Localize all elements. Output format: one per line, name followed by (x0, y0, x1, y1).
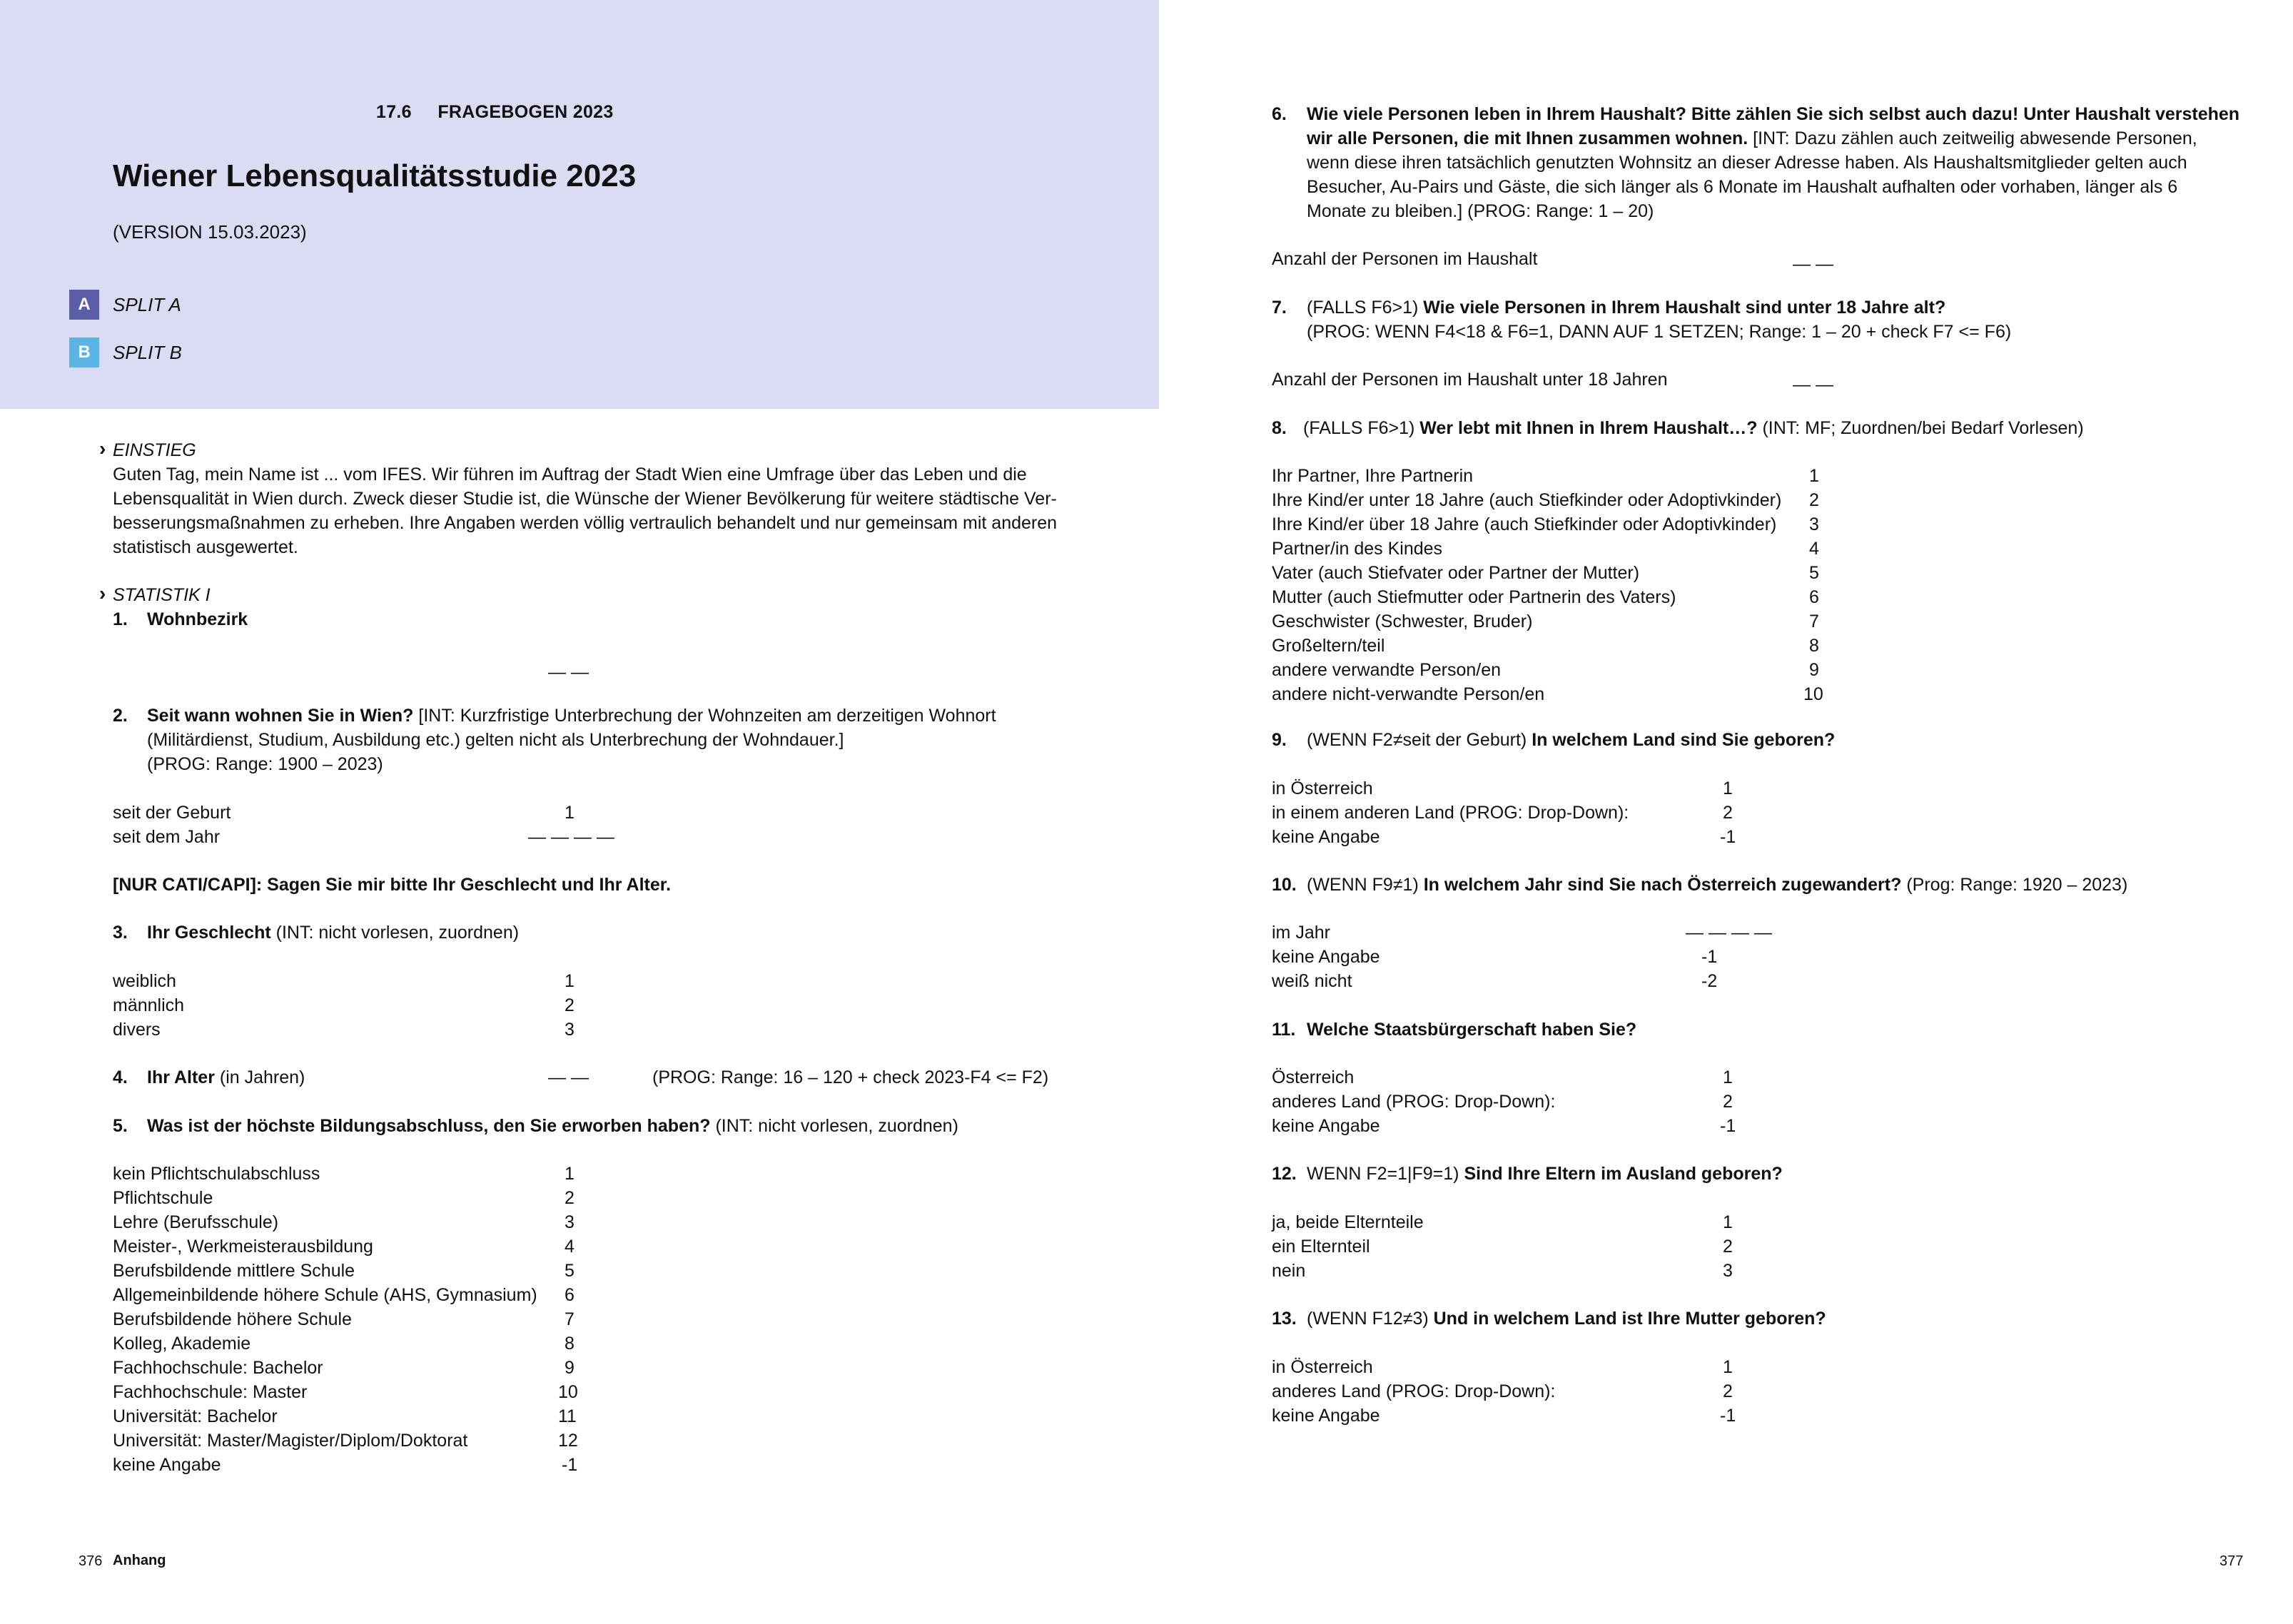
question-2-prog: (PROG: Range: 1900 – 2023) (147, 754, 383, 774)
answer-label: Anzahl der Personen im Haushalt (1272, 249, 1538, 269)
question-6-line: Monate zu bleiben.] (PROG: Range: 1 – 20) (1307, 201, 1654, 221)
question-10-filter: (WENN F9≠1) (1307, 875, 1424, 895)
answer-code: 6 (1809, 587, 1819, 607)
answer-label: Anzahl der Personen im Haushalt unter 18 Jahren (1272, 370, 1668, 390)
question-10-text (1307, 873, 2127, 897)
question-5-bold: Was ist der höchste Bildungsabschluss, den Sie erworben haben? (147, 1116, 711, 1136)
question-4-bold: Ihr Alter (147, 1067, 215, 1087)
answer-label: in Österreich (1272, 1357, 1373, 1377)
answer-code: 10 (1803, 684, 1823, 704)
answer-label: Vater (auch Stiefvater oder Partner der Mutter) (1272, 563, 1640, 583)
answer-code: 3 (565, 1020, 574, 1040)
answer-blank: — — (1793, 375, 1833, 395)
answer-blank: — — (548, 1067, 589, 1087)
answer-label: Pflichtschule (113, 1188, 213, 1208)
answer-code: — — — — (1686, 923, 1772, 943)
answer-code: 1 (565, 1164, 574, 1184)
answer-code: 12 (558, 1431, 578, 1451)
answer-row (1272, 634, 1843, 658)
answer-row (113, 1331, 612, 1356)
question-10-bold: In welchem Jahr sind Sie nach Österreich zugewandert? (1423, 875, 1902, 895)
answer-label: keine Angabe (1272, 1406, 1380, 1426)
question-number: 13. (1272, 1309, 1297, 1329)
answer-code: 2 (565, 995, 574, 1015)
question-2-text (147, 704, 996, 728)
question-13-filter: (WENN F12≠3) (1307, 1309, 1434, 1329)
question-4-prog: (PROG: Range: 16 – 120 + check 2023-F4 <= F2) (652, 1067, 1049, 1087)
question-6-bold: wir alle Personen, die mit Ihnen zusammen wohnen. (1307, 128, 1748, 148)
answer-label: andere nicht-verwandte Person/en (1272, 684, 1545, 704)
answer-code: 2 (1723, 803, 1733, 823)
answer-row (113, 1404, 612, 1428)
answer-row (1272, 488, 1843, 512)
answer-label: Berufsbildende höhere Schule (113, 1309, 352, 1329)
split-a-badge: A (69, 290, 99, 320)
answer-label: keine Angabe (1272, 1116, 1380, 1136)
answer-label: anderes Land (PROG: Drop-Down): (1272, 1381, 1556, 1401)
question-number: 10. (1272, 875, 1297, 895)
question-12-text (1307, 1162, 1783, 1186)
answer-code: -1 (1701, 947, 1718, 967)
answer-code: 2 (1723, 1092, 1733, 1112)
answer-row (113, 1283, 612, 1307)
answer-code: 2 (1723, 1237, 1733, 1257)
question-number: 2. (113, 706, 128, 726)
answer-code: 1 (565, 971, 574, 991)
answer-code: 1 (1809, 466, 1819, 486)
answer-label: divers (113, 1020, 161, 1040)
answer-code: 1 (1723, 1357, 1733, 1377)
answer-label: in Österreich (1272, 778, 1373, 798)
answer-code: 1 (1723, 1212, 1733, 1232)
answer-label: Ihre Kind/er unter 18 Jahre (auch Stiefkinder oder Adoptivkinder) (1272, 490, 1782, 510)
answer-code: 2 (1809, 490, 1819, 510)
question-13-bold: Und in welchem Land ist Ihre Mutter geboren? (1433, 1309, 1826, 1329)
question-2-note: [INT: Kurzfristige Unterbrechung der Wohnzeiten am derzeitigen Wohnort (413, 706, 996, 726)
answer-label: Meister-, Werkmeisterausbildung (113, 1237, 373, 1257)
section-heading (376, 102, 614, 123)
question-number: 6. (1272, 104, 1287, 124)
question-6-note: [INT: Dazu zählen auch zeitweilig abwesende Personen, (1748, 128, 2197, 148)
einstieg-heading: EINSTIEG (113, 440, 196, 460)
question-number: 7. (1272, 298, 1287, 318)
question-5-note: (INT: nicht vorlesen, zuordnen) (710, 1116, 958, 1136)
question-10-prog: (Prog: Range: 1920 – 2023) (1901, 875, 2128, 895)
answer-label: Ihr Partner, Ihre Partnerin (1272, 466, 1474, 486)
question-7-bold: Wie viele Personen in Ihrem Haushalt sind unter 18 Jahre alt? (1423, 298, 1946, 318)
answer-label: Lehre (Berufsschule) (113, 1212, 279, 1232)
einstieg-line: besserungsmaßnahmen zu erheben. Ihre Angaben werden völlig vertraulich behandelt und nur gemeinsam mit anderen (113, 513, 1058, 533)
answer-label: Fachhochschule: Bachelor (113, 1358, 323, 1378)
page-number: 377 (2219, 1553, 2244, 1569)
question-7-filter: (FALLS F6>1) (1307, 298, 1424, 318)
question-4-note: (in Jahren) (214, 1067, 305, 1087)
answer-label: männlich (113, 995, 185, 1015)
answer-label: keine Angabe (113, 1455, 221, 1475)
answer-row (1272, 609, 1843, 634)
statistik-heading: STATISTIK I (113, 585, 211, 605)
answer-code: 3 (565, 1212, 574, 1232)
answer-label: Kolleg, Akademie (113, 1334, 251, 1354)
answer-code: 4 (565, 1237, 574, 1257)
answer-row (113, 1234, 612, 1259)
question-9-filter: (WENN F2≠seit der Geburt) (1307, 730, 1532, 750)
question-2-line: (Militärdienst, Studium, Ausbildung etc.) gelten nicht als Unterbrechung der Wohndauer.] (147, 730, 844, 750)
question-number: 8. (1272, 418, 1287, 438)
answer-label: Berufsbildende mittlere Schule (113, 1261, 355, 1281)
answer-blank: — — (1793, 254, 1833, 274)
answer-label: Allgemeinbildende höhere Schule (AHS, Gymnasium) (113, 1285, 537, 1305)
question-9-text (1307, 728, 1835, 752)
answer-code: 6 (565, 1285, 574, 1305)
answer-label: anderes Land (PROG: Drop-Down): (1272, 1092, 1556, 1112)
answer-label: Partner/in des Kindes (1272, 539, 1443, 559)
answer-code: 5 (1809, 563, 1819, 583)
answer-label: Großeltern/teil (1272, 636, 1385, 656)
answer-row (113, 1453, 612, 1477)
answer-row (113, 1356, 612, 1380)
answer-label: ja, beide Elternteile (1272, 1212, 1424, 1232)
einstieg-line: Lebensqualität in Wien durch. Zweck dieser Studie ist, die Wünsche der Wiener Bevölkerung für weitere städtische Ver- (113, 489, 1057, 509)
question-number: 5. (113, 1116, 128, 1136)
question-12-filter: WENN F2=1|F9=1) (1307, 1164, 1464, 1184)
question-7-prog: (PROG: WENN F4<18 & F6=1, DANN AUF 1 SETZEN; Range: 1 – 20 + check F7 <= F6) (1307, 322, 2012, 342)
question-12-bold: Sind Ihre Eltern im Ausland geboren? (1464, 1164, 1783, 1184)
chevron-right-icon: › (99, 437, 106, 460)
answer-code: 1 (1723, 778, 1733, 798)
answer-row (113, 1259, 612, 1283)
answer-code: 1 (1723, 1067, 1733, 1087)
question-number: 11. (1272, 1020, 1296, 1040)
answer-code: 11 (558, 1406, 577, 1426)
answer-code: 7 (565, 1309, 574, 1329)
question-7-text (1307, 295, 1945, 320)
question-number: 9. (1272, 730, 1287, 750)
answer-row (1272, 585, 1843, 609)
answer-code: 5 (565, 1261, 574, 1281)
answer-label: Universität: Bachelor (113, 1406, 278, 1426)
answer-label: in einem anderen Land (PROG: Drop-Down): (1272, 803, 1629, 823)
answer-code: 9 (565, 1358, 574, 1378)
question-3-bold: Ihr Geschlecht (147, 923, 271, 943)
answer-label: Universität: Master/Magister/Diplom/Doktorat (113, 1431, 468, 1451)
answer-code: 1 (565, 803, 574, 823)
page-number: 376 (79, 1553, 103, 1569)
answer-label: seit der Geburt (113, 803, 231, 823)
question-6-line (1307, 126, 2197, 151)
answer-code: 8 (565, 1334, 574, 1354)
question-8-text (1303, 416, 2084, 440)
answer-row (113, 1428, 612, 1453)
question-11-text: Welche Staatsbürgerschaft haben Sie? (1307, 1020, 1637, 1040)
answer-row (113, 1307, 612, 1331)
question-5-text (147, 1114, 958, 1138)
answer-code: 10 (558, 1382, 578, 1402)
question-8-filter: (FALLS F6>1) (1303, 418, 1420, 438)
question-4-text (147, 1065, 305, 1090)
answer-row (1272, 512, 1843, 537)
einstieg-line: Guten Tag, mein Name ist ... vom IFES. Wir führen im Auftrag der Stadt Wien eine Umfrage über das Leben und die (113, 465, 1027, 484)
answer-code: 3 (1723, 1261, 1733, 1281)
answer-label: Mutter (auch Stiefmutter oder Partnerin des Vaters) (1272, 587, 1676, 607)
question-6-line: Wie viele Personen leben in Ihrem Haushalt? Bitte zählen Sie sich selbst auch dazu! Unter Haushalt verstehen (1307, 104, 2240, 124)
answer-code: 2 (1723, 1381, 1733, 1401)
einstieg-line: statistisch ausgewertet. (113, 537, 298, 557)
answer-row (113, 1210, 612, 1234)
answer-code: 4 (1809, 539, 1819, 559)
answer-code: 2 (565, 1188, 574, 1208)
answer-row (113, 1186, 612, 1210)
chevron-right-icon: › (99, 582, 106, 604)
section-number: 17.6 (376, 102, 412, 122)
page-title: Wiener Lebensqualitätsstudie 2023 (113, 158, 637, 193)
footer-label: Anhang (113, 1553, 166, 1568)
question-1-text: Wohnbezirk (147, 609, 248, 629)
answer-label: weiß nicht (1272, 971, 1352, 991)
question-number: 3. (113, 923, 128, 943)
question-8-bold: Wer lebt mit Ihnen in Ihrem Haushalt…? (1419, 418, 1758, 438)
answer-row (1272, 537, 1843, 561)
answer-code: — — — — (528, 827, 614, 847)
question-number: 1. (113, 609, 128, 629)
question-9-bold: In welchem Land sind Sie geboren? (1532, 730, 1836, 750)
answer-code: -1 (1720, 1116, 1736, 1136)
answer-label: andere verwandte Person/en (1272, 660, 1502, 680)
answer-label: keine Angabe (1272, 947, 1380, 967)
answer-label: nein (1272, 1261, 1306, 1281)
question-8-note: (INT: MF; Zuordnen/bei Bedarf Vorlesen) (1757, 418, 2084, 438)
version-label: (VERSION 15.03.2023) (113, 221, 307, 243)
answer-label: im Jahr (1272, 923, 1330, 943)
answer-label: Österreich (1272, 1067, 1355, 1087)
answer-row (1272, 464, 1843, 488)
answer-code: 9 (1809, 660, 1819, 680)
einstieg-text (113, 462, 1112, 559)
answer-label: keine Angabe (1272, 827, 1380, 847)
question-2-bold: Seit wann wohnen Sie in Wien? (147, 706, 414, 726)
answer-list (113, 1162, 612, 1477)
answer-code: -1 (562, 1455, 578, 1475)
question-13-text (1307, 1306, 1826, 1331)
answer-label: ein Elternteil (1272, 1237, 1370, 1257)
question-3-text (147, 920, 519, 945)
split-b-badge: B (69, 338, 99, 367)
answer-code: 3 (1809, 514, 1819, 534)
split-a-label: SPLIT A (113, 294, 181, 315)
answer-code: -1 (1720, 1406, 1736, 1426)
answer-label: kein Pflichtschulabschluss (113, 1164, 320, 1184)
question-6-line: Besucher, Au-Pairs und Gäste, die sich länger als 6 Monate im Haushalt aufhalten oder vorhaben, länger als 6 (1307, 177, 2178, 197)
answer-row (113, 1162, 612, 1186)
answer-code: 8 (1809, 636, 1819, 656)
answer-label: Geschwister (Schwester, Bruder) (1272, 611, 1533, 631)
answer-row (1272, 658, 1843, 682)
question-number: 4. (113, 1067, 128, 1087)
question-6-line: wenn diese ihren tatsächlich genutzten Wohnsitz an dieser Adresse haben. Als Haushaltsmitglieder gelten auch (1307, 153, 2187, 173)
answer-row (1272, 682, 1843, 706)
question-number: 12. (1272, 1164, 1297, 1184)
answer-code: 7 (1809, 611, 1819, 631)
answer-code: -2 (1701, 971, 1718, 991)
answer-label: seit dem Jahr (113, 827, 221, 847)
answer-label: Fachhochschule: Master (113, 1382, 308, 1402)
answer-row (1272, 561, 1843, 585)
answer-label: Ihre Kind/er über 18 Jahre (auch Stiefkinder oder Adoptivkinder) (1272, 514, 1777, 534)
answer-blank: — — (548, 662, 589, 682)
question-3-note: (INT: nicht vorlesen, zuordnen) (270, 923, 520, 943)
cati-instruction: [NUR CATI/CAPI]: Sagen Sie mir bitte Ihr Geschlecht und Ihr Alter. (113, 875, 672, 895)
answer-label: weiblich (113, 971, 176, 991)
split-b-label: SPLIT B (113, 342, 182, 363)
section-title: FRAGEBOGEN 2023 (437, 102, 614, 122)
answer-list (1272, 464, 1843, 706)
answer-row (113, 1380, 612, 1404)
answer-code: -1 (1720, 827, 1736, 847)
